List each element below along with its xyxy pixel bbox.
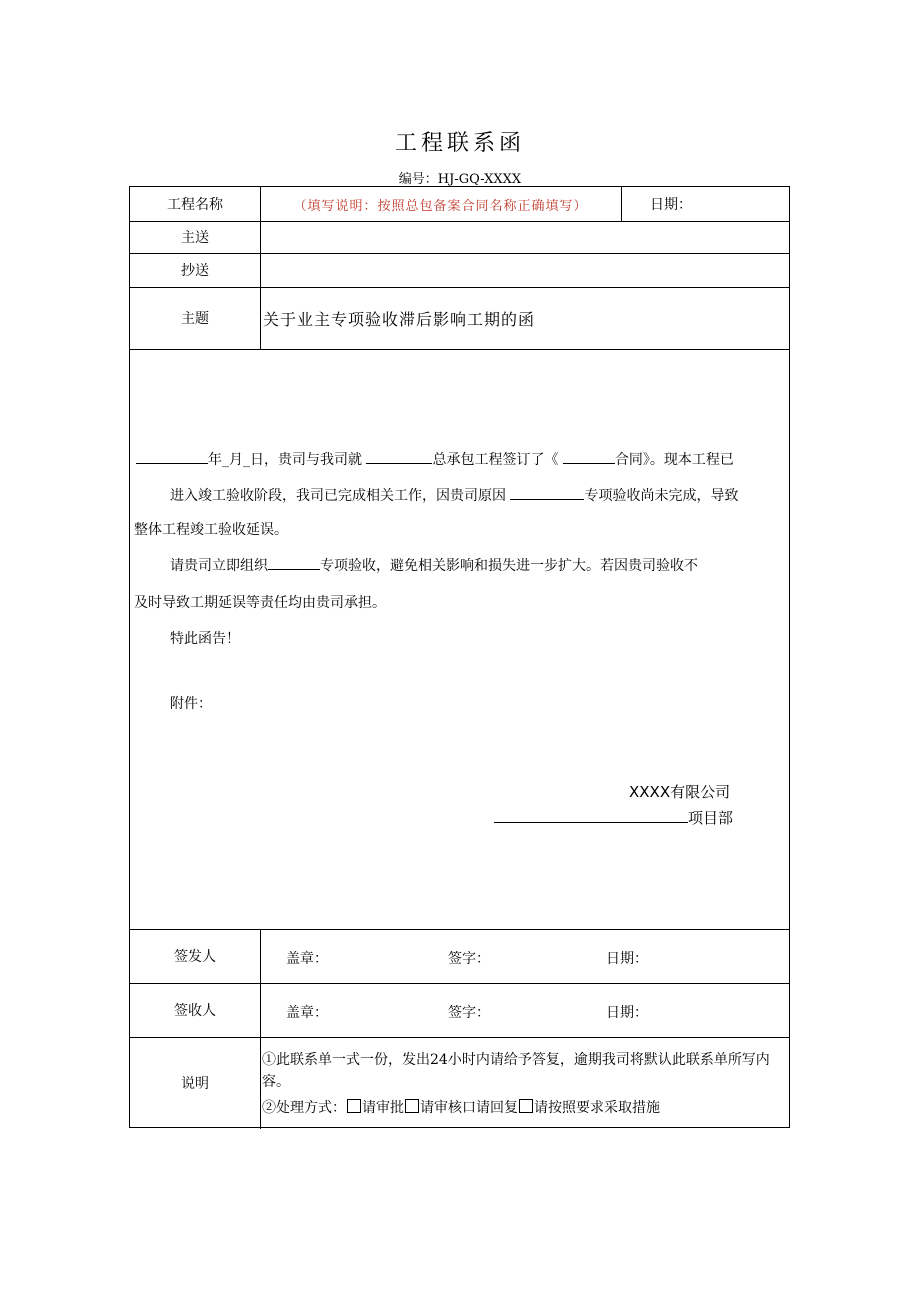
receiver-label: 签收人 — [174, 1003, 216, 1019]
body-text-segment: 总承包工程签订了《 — [432, 452, 559, 468]
date-label: 日期： — [650, 197, 692, 213]
body-text-segment: 合同》。现本工程已 — [614, 452, 734, 468]
project-name-hint: （填写说明：按照总包备案合同名称正确填写） — [293, 198, 588, 214]
receiver-seal-label: 盖章： — [286, 1005, 328, 1021]
closing-text: 特此函告！ — [170, 631, 240, 647]
cc-label: 抄送 — [181, 263, 209, 279]
column-divider — [621, 187, 622, 221]
body-line-5: 及时导致工期延误等责任均由贵司承担。 — [134, 595, 386, 611]
to-field[interactable] — [260, 221, 790, 253]
blank-year[interactable] — [136, 451, 208, 464]
body-text-segment: 进入竣工验收阶段，我司已完成相关工作，因贵司原因 — [170, 488, 506, 504]
blank-dept-name[interactable] — [494, 808, 688, 823]
blank-contract[interactable] — [563, 451, 615, 464]
body-line-3: 整体工程竣工验收延误。 — [134, 522, 288, 538]
body-text-segment: 年_月_日，贵司与我司就 — [208, 452, 362, 468]
attachment-label: 附件： — [170, 696, 212, 712]
row-divider — [130, 349, 789, 350]
body-text-segment: 请贵司立即组织 — [170, 558, 268, 574]
body-line-1 — [136, 449, 734, 469]
body-text-segment: 专项验收尚未完成，导致 — [584, 488, 739, 504]
body-line-4 — [170, 555, 698, 575]
subject-value: 关于业主专项验收滞后影响工期的函 — [263, 309, 536, 329]
to-label: 主送 — [181, 230, 209, 246]
project-dept-label: 项目部 — [688, 809, 734, 827]
body-line-2 — [170, 485, 738, 505]
project-dept-line — [494, 807, 733, 828]
issuer-date-label: 日期： — [606, 951, 648, 967]
contact-letter-table — [129, 186, 790, 1128]
issuer-seal-label: 盖章： — [286, 951, 328, 967]
receiver-signature-label: 签字： — [448, 1005, 490, 1021]
project-name-field[interactable] — [260, 187, 621, 221]
processing-method-label: ②处理方式： — [262, 1100, 346, 1116]
body-text-segment: 专项验收，避免相关影响和损失进一步扩大。若因贵司验收不 — [320, 558, 698, 574]
issuer-signature-label: 签字： — [448, 951, 490, 967]
cc-field[interactable] — [260, 253, 790, 287]
checkbox-review[interactable] — [405, 1099, 419, 1113]
notes-line-1: ①此联系单一式一份，发出24小时内请给予答复，逾期我司将默认此联系单所写内容。 — [262, 1052, 770, 1090]
blank-acceptance-type[interactable] — [268, 557, 320, 570]
subject-label: 主题 — [181, 311, 209, 327]
notes-label: 说明 — [181, 1076, 209, 1092]
project-name-label: 工程名称 — [167, 197, 223, 213]
option-measures-label: 请按照要求采取措施 — [534, 1100, 660, 1116]
option-review-label: 请审核口请回复 — [420, 1100, 518, 1116]
issuer-label: 签发人 — [174, 949, 216, 965]
checkbox-take-measures[interactable] — [519, 1099, 533, 1113]
company-name: XXXX有限公司 — [629, 783, 731, 801]
blank-reason[interactable] — [510, 487, 584, 500]
option-approve-label: 请审批 — [362, 1100, 404, 1116]
notes-line-2 — [262, 1097, 784, 1119]
checkbox-approve[interactable] — [347, 1099, 361, 1113]
document-number: 编号：HJ-GQ-XXXX — [398, 172, 522, 187]
blank-project[interactable] — [366, 451, 432, 464]
document-title: 工程联系函 — [394, 131, 525, 156]
subject-field[interactable] — [263, 287, 783, 349]
column-divider — [260, 929, 261, 1129]
receiver-date-label: 日期： — [606, 1005, 648, 1021]
